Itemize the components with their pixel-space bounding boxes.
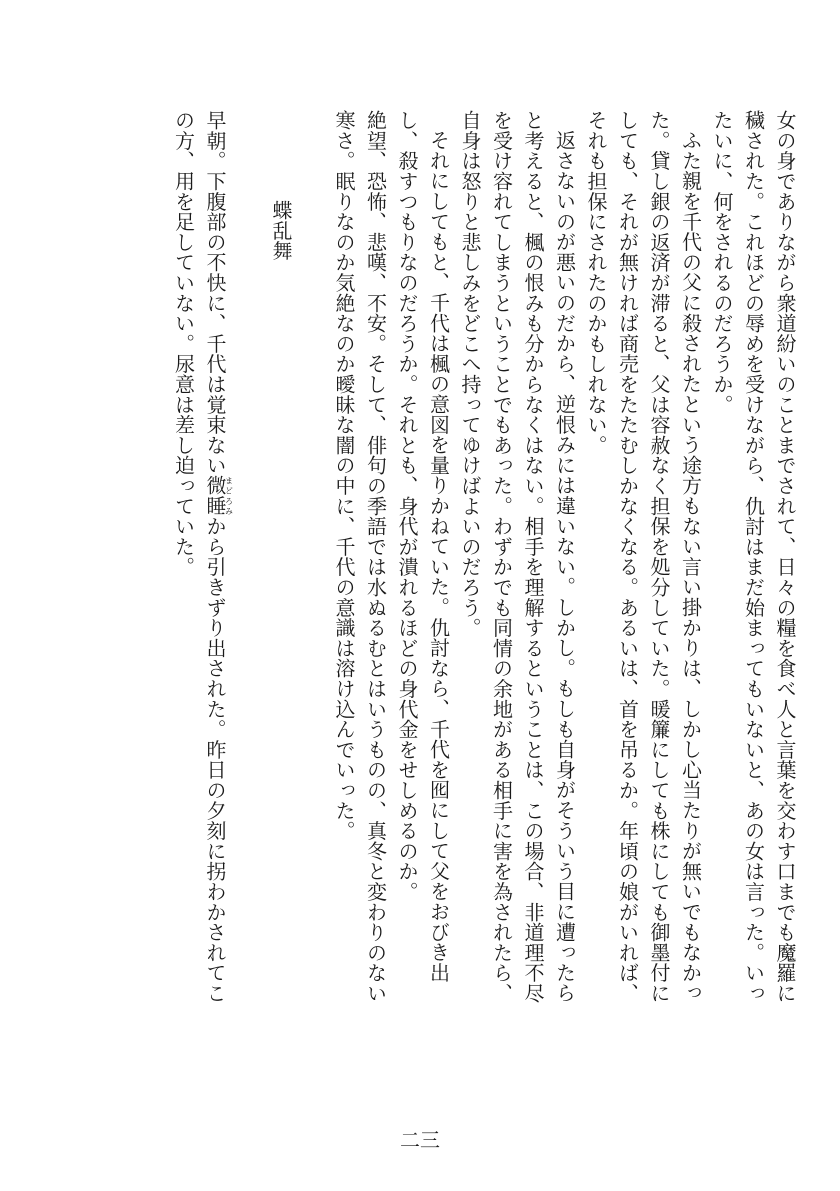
paragraph-6 [167, 110, 233, 1010]
ruby-base: 微睡 [203, 475, 227, 517]
paragraph-1: 女の身でありながら衆道紛いのことまでされて、日々の糧を食べ人と言葉を交わす口までも魔羅に穢された。これほどの辱めを受けながら、仇討はまだ始まってもいないと、あの女は言った。いったいに、何をされるのだろうか。 [710, 110, 797, 1004]
vertical-text-body [30, 110, 800, 1010]
page-number: 二三 [400, 1128, 440, 1152]
paragraph-4: それにしてもと、千代は楓の意図を量りかねていた。仇討なら、千代を囮にして父をおびき出し、殺すつもりなのだろうか。それとも、身代が潰れるほどの身代金をせしめるのか。 [395, 110, 451, 983]
paragraph-6-end: から引きずり出された。昨日の夕刻に拐わかされてこの方、用を足していない。尿意は差し迫っていた。 [171, 110, 227, 1004]
ruby-reading: まどろみ [224, 475, 234, 516]
paragraph-2: ふた親を千代の父に殺されたという途方もない言い掛かりは、しかし心当たりが無いでもなかった。貸し銀の返済が滞ると、父は容赦なく担保を処分していた。暖簾にしても株にしても御墨付にしても、それが無ければ商売をたたむしかなくなる。あるいは、首を吊るか。年頃の娘がいれば、それも担保にされたのかもしれない。 [584, 110, 703, 1004]
ruby-word [203, 475, 234, 517]
paragraph-5: 絶望、恐怖、悲嘆、不安。そして、俳句の季語では水ぬるむとはいうものの、真冬と変わりのない寒さ。眠りなのか気絶なのか曖昧な闇の中に、千代の意識は溶け込んでいった。 [332, 110, 388, 1004]
paragraph-3: 返さないのが悪いのだから、逆恨みには違いない。しかし。もしも自身がそういう目に遭ったらと考えると、楓の恨みも分からなくはない。相手を理解するということは、この場合、非道理不尽を受け容れてしまうということでもあった。わずかでも同情の余地がある相手に害を為されたら、自身は怒りと悲しみをどこへ持ってゆけばよいのだろう。 [458, 110, 577, 1004]
section-title: 蝶乱舞 [269, 200, 293, 261]
paragraph-6-start: 早朝。下腹部の不快に、千代は覚束ない [203, 110, 227, 476]
